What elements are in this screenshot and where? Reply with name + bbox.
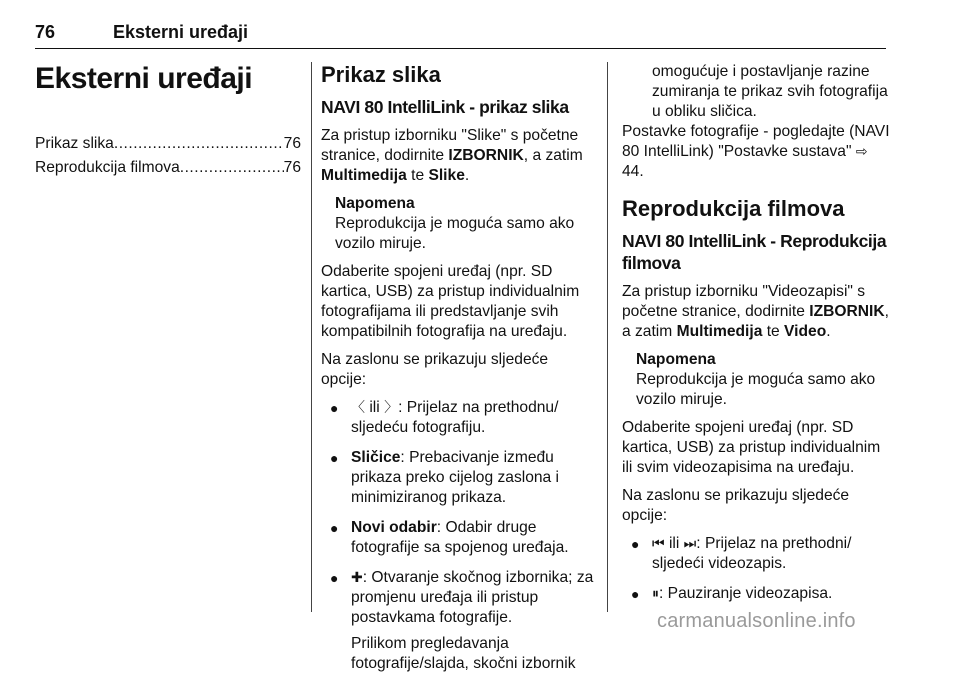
skip-previous-icon: ⏮: [652, 536, 665, 552]
subsection-title: NAVI 80 IntelliLink - prikaz slika: [321, 97, 569, 117]
chevron-right-icon: 〉: [384, 400, 399, 416]
list-item: ● ⏮ ili ⏭: Prijelaz na prethodni/ sljedeći videozapis.: [631, 535, 852, 572]
chevron-left-icon: 〈: [351, 400, 365, 416]
chapter-title: Eksterni uređaji: [35, 62, 253, 95]
column-divider: [607, 62, 608, 612]
photo-section-column: [321, 62, 596, 674]
paragraph: Postavke fotografije - pogledajte (NAVI 80 IntelliLink) "Postavke sustava" ⇨ 44.: [622, 123, 890, 180]
subsection-title: NAVI 80 IntelliLink - Reprodukcija filmova: [622, 231, 887, 273]
list-item: ● ✚: Otvaranje skočnog izbornika; za promjenu uređaja ili pristup postavkama fotografije.: [330, 569, 594, 626]
toc-entry-title: Reprodukcija filmova: [35, 159, 180, 176]
pause-icon: ⏸: [652, 586, 659, 602]
header-title: Eksterni uređaji: [113, 22, 249, 42]
note-text: Reprodukcija je moguća samo ako vozilo miruje.: [335, 215, 575, 252]
plus-icon: ✚: [351, 570, 363, 586]
note-box: [636, 350, 890, 410]
options-list: [321, 398, 596, 628]
skip-next-icon: ⏭: [683, 536, 697, 552]
list-item: ● Novi odabir: Odabir druge fotografije sa spojenog uređaja.: [330, 519, 569, 556]
note-text: Reprodukcija je moguća samo ako vozilo miruje.: [636, 371, 876, 408]
note-box: [335, 194, 596, 254]
toc-column: [35, 62, 301, 182]
note-title: Napomena: [636, 351, 716, 368]
page-header: [35, 22, 886, 49]
toc-entry[interactable]: [35, 158, 301, 178]
video-section-column: [622, 62, 890, 614]
options-list: [622, 534, 890, 604]
toc-leader: [180, 158, 284, 178]
toc-entry-title: Prikaz slika: [35, 135, 114, 152]
paragraph: Na zaslonu se prikazuju sljedeće opcije:: [622, 487, 850, 524]
list-item: ● Sličice: Prebacivanje između prikaza preko cijelog zaslona i minimiziranog prikaza.: [330, 449, 560, 506]
intro-paragraph: Za pristup izborniku "Slike" s početne stranice, dodirnite IZBORNIK, a zatim Multimedija te Slike.: [321, 127, 583, 184]
paragraph: omogućuje i postavljanje razine zumiranja te prikaz svih fotografija u obliku sličica.: [652, 63, 888, 120]
note-title: Napomena: [335, 195, 415, 212]
list-item: ● 〈 ili 〉: Prijelaz na prethodnu/ sljedeću fotografiju.: [330, 399, 559, 436]
toc-entry[interactable]: [35, 134, 301, 154]
list-item: ● ⏸: Pauziranje videozapisa.: [631, 585, 833, 602]
paragraph: Odaberite spojeni uređaj (npr. SD kartica, USB) za pristup individualnim fotografijama ili predstavljanje svih kompatibilnih fotografija na uređaju.: [321, 263, 580, 340]
toc-entry-page: 76: [283, 135, 301, 152]
section-title: Reprodukcija filmova: [622, 196, 845, 221]
paragraph: Prilikom pregledavanja fotografije/slajda, skočni izbornik: [351, 635, 576, 672]
column-divider: [311, 62, 312, 612]
page-number: 76: [35, 22, 56, 42]
arrow-right-icon: ⇨: [855, 144, 868, 160]
section-title: Prikaz slika: [321, 62, 441, 87]
toc-entry-page: 76: [283, 159, 301, 176]
watermark: carmanualsonline.info: [657, 610, 856, 632]
paragraph: Na zaslonu se prikazuju sljedeće opcije:: [321, 351, 549, 388]
paragraph: Odaberite spojeni uređaj (npr. SD kartica, USB) za pristup individualnim ili svim videozapisima na uređaju.: [622, 419, 881, 476]
toc-leader: [114, 134, 284, 154]
intro-paragraph: Za pristup izborniku "Videozapisi" s početne stranice, dodirnite IZBORNIK, a zatim Multimedija te Video.: [622, 283, 889, 340]
